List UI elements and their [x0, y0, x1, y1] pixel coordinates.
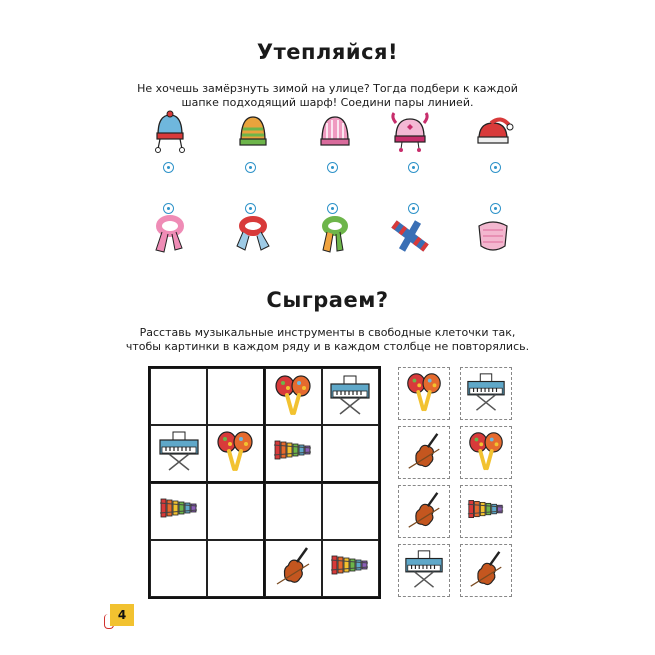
card-violin[interactable]	[398, 426, 450, 479]
xylophone-icon	[465, 489, 507, 535]
grid-cell-xylophone	[322, 540, 379, 597]
scarf-icon	[388, 214, 432, 258]
card-keyboard[interactable]	[398, 544, 450, 597]
keyboard-icon	[403, 548, 445, 594]
maracas-icon	[213, 429, 257, 477]
grid-cell-empty[interactable]	[207, 540, 264, 597]
keyboard-icon	[328, 373, 372, 421]
grid-cell-empty[interactable]	[322, 483, 379, 540]
violin-icon	[403, 489, 445, 535]
card-keyboard[interactable]	[460, 367, 512, 420]
scarf-icon	[231, 214, 275, 258]
hat-icon	[148, 109, 192, 153]
grid-cell-empty[interactable]	[207, 483, 264, 540]
instructions-line-2: чтобы картинки в каждом ряду и в каждом столбце не повторялись.	[125, 340, 530, 353]
xylophone-icon	[271, 429, 315, 477]
violin-icon	[465, 548, 507, 594]
scarf-3-dot[interactable]	[327, 203, 338, 214]
instructions-warm-up	[0, 82, 655, 110]
title-warm-up: Утепляйся!	[256, 40, 399, 64]
title-lets-play: Сыграем?	[266, 288, 389, 312]
scarf-icon	[313, 214, 357, 258]
scarf-5-dot[interactable]	[490, 203, 501, 214]
page-number: 4	[110, 604, 134, 626]
sudoku-grid	[148, 366, 381, 599]
violin-icon	[403, 430, 445, 476]
instructions-line-1: Не хочешь замёрзнуть зимой на улице? Тогда подбери к каждой	[137, 82, 518, 95]
grid-cell-empty[interactable]	[207, 368, 264, 425]
scarf-icon	[148, 214, 192, 258]
card-maracas[interactable]	[398, 367, 450, 420]
instructions-line-1: Расставь музыкальные инструменты в свободные клеточки так,	[139, 326, 516, 339]
grid-cell-maracas	[265, 368, 322, 425]
xylophone-icon	[157, 487, 201, 535]
hat-1-dot[interactable]	[163, 162, 174, 173]
hat-5-dot[interactable]	[490, 162, 501, 173]
hat-4-dot[interactable]	[408, 162, 419, 173]
maracas-icon	[465, 430, 507, 476]
card-xylophone[interactable]	[460, 485, 512, 538]
grid-cell-keyboard	[322, 368, 379, 425]
grid-cell-maracas	[207, 425, 264, 482]
hat-icon	[388, 109, 432, 153]
hat-3-dot[interactable]	[327, 162, 338, 173]
grid-cell-keyboard	[150, 425, 207, 482]
hat-icon	[313, 109, 357, 153]
instructions-lets-play	[0, 326, 655, 354]
maracas-icon	[403, 371, 445, 417]
hat-icon	[231, 109, 275, 153]
grid-cell-empty[interactable]	[150, 540, 207, 597]
hat-2-dot[interactable]	[245, 162, 256, 173]
grid-cell-xylophone	[265, 425, 322, 482]
card-violin[interactable]	[398, 485, 450, 538]
scarf-1-dot[interactable]	[163, 203, 174, 214]
maracas-icon	[271, 373, 315, 421]
grid-cell-violin	[265, 540, 322, 597]
grid-cell-empty[interactable]	[150, 368, 207, 425]
grid-cell-xylophone	[150, 483, 207, 540]
grid-cell-empty[interactable]	[322, 425, 379, 482]
instructions-line-2: шапке подходящий шарф! Соедини пары линией.	[181, 96, 474, 109]
hat-icon	[471, 109, 515, 153]
keyboard-icon	[157, 429, 201, 477]
violin-icon	[271, 544, 315, 592]
scarf-4-dot[interactable]	[408, 203, 419, 214]
scarf-icon	[471, 214, 515, 258]
card-maracas[interactable]	[460, 426, 512, 479]
card-violin[interactable]	[460, 544, 512, 597]
grid-cell-empty[interactable]	[265, 483, 322, 540]
keyboard-icon	[465, 371, 507, 417]
scarf-2-dot[interactable]	[245, 203, 256, 214]
xylophone-icon	[328, 544, 372, 592]
